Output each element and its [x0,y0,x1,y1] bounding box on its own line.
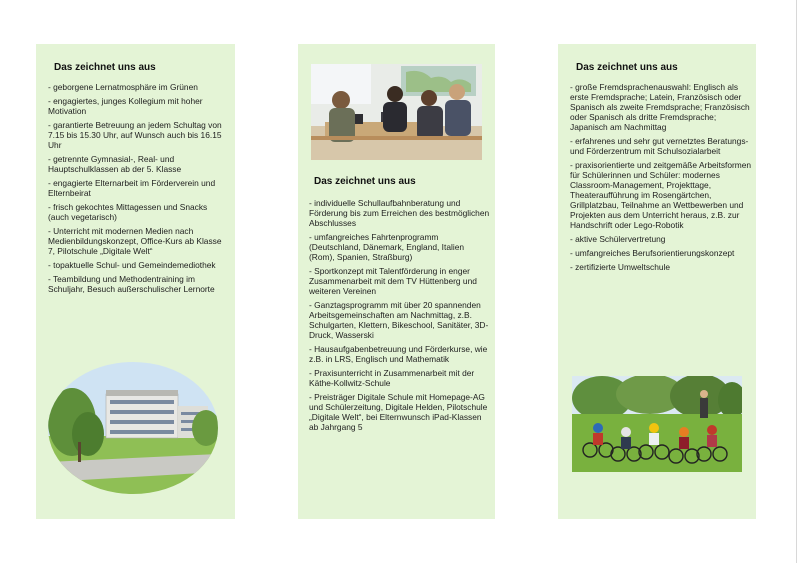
list-item: - Preisträger Digitale Schule mit Homepage-AG und Schülerzeitung, Digitale Helden, Pilotschule „Digitale Welt“, bei Elternwunsch iPad-Klassen ab Jahrgang 5 [309,392,488,432]
school-building-photo [48,362,218,494]
panel-heading: Das zeichnet uns aus [576,62,678,73]
list-item: - große Fremdsprachenauswahl: Englisch als erste Fremdsprache; Latein, Französisch oder Spanisch als zweite Fremdsprache; Französisch oder Spanisch als dritte Fremdsprache; Japanisch am Nachmittag [570,82,750,132]
panel-heading: Das zeichnet uns aus [314,176,416,187]
panel-right [558,44,756,519]
list-item: - Ganztagsprogramm mit über 20 spannenden Arbeitsgemeinschaften am Nachmittag, z.B. Schulgarten, Klettern, Bikeschool, Sanitäter, 3D-Druck, Wasserski [309,300,489,340]
list-item: - engagierte Elternarbeit im Förderverein und Elternbeirat [48,178,216,198]
list-item: - praxisorientierte und zeitgemäße Arbeitsformen für Schülerinnen und Schüler: modernes Classroom-Management, Projekttage, Theateraufführung im Rosengärtchen, Grillplatzbau, Teilnahme an Wettbewerben und Projekten aus dem Unterricht heraus, z.B. zur Handschrift oder Lego-Robotik [570,160,752,230]
list-item: - engagiertes, junges Kollegium mit hoher Motivation [48,96,203,116]
list-item: - Hausaufgabenbetreuung und Förderkurse, wie z.B. in LRS, Englisch und Mathematik [309,344,488,364]
list-item: - aktive Schülervertretung [570,234,666,244]
list-item: - Sportkonzept mit Talentförderung in enger Zusammenarbeit mit dem TV Hüttenberg und weiteren Vereinen [309,266,477,296]
list-item: - erfahrenes und sehr gut vernetztes Beratungs- und Förderzentrum mit Schulsozialarbeit [570,136,749,156]
list-item: - zertifizierte Umweltschule [570,262,671,272]
list-item: - garantierte Betreuung an jedem Schultag von 7.15 bis 15.30 Uhr, auf Wunsch auch bis 16.15 Uhr [48,120,222,150]
list-item: - umfangreiches Berufsorientierungskonzept [570,248,735,258]
feature-list [570,82,752,276]
list-item: - topaktuelle Schul- und Gemeindemediothek [48,260,216,270]
list-item: - geborgene Lernatmosphäre im Grünen [48,82,198,92]
feature-list [48,82,230,298]
panel-left [36,44,235,519]
list-item: - getrennte Gymnasial-, Real- und Hauptschulklassen ab der 5. Klasse [48,154,182,174]
classroom-photo [311,64,482,160]
list-item: - Unterricht mit modernen Medien nach Medienbildungskonzept, Office-Kurs ab Klasse 7, Pilotschule „Digitale Welt“ [48,226,222,256]
list-item: - individuelle Schullaufbahnberatung und Förderung bis zum Erreichen des bestmöglichen Abschlusses [309,198,490,228]
list-item: - umfangreiches Fahrtenprogramm (Deutschland, Dänemark, England, Italien (Rom), Spanien, Straßburg) [309,232,465,262]
panel-heading: Das zeichnet uns aus [54,62,156,73]
page-edge-divider [796,0,797,563]
list-item: - Teambildung und Methodentraining im Schuljahr, Besuch außerschulischer Lernorte [48,274,215,294]
list-item: - Praxisunterricht in Zusammenarbeit mit der Käthe-Kollwitz-Schule [309,368,475,388]
feature-list [309,198,491,436]
bike-group-photo [572,376,742,472]
panel-middle [298,44,495,519]
list-item: - frisch gekochtes Mittagessen und Snacks (auch vegetarisch) [48,202,208,222]
